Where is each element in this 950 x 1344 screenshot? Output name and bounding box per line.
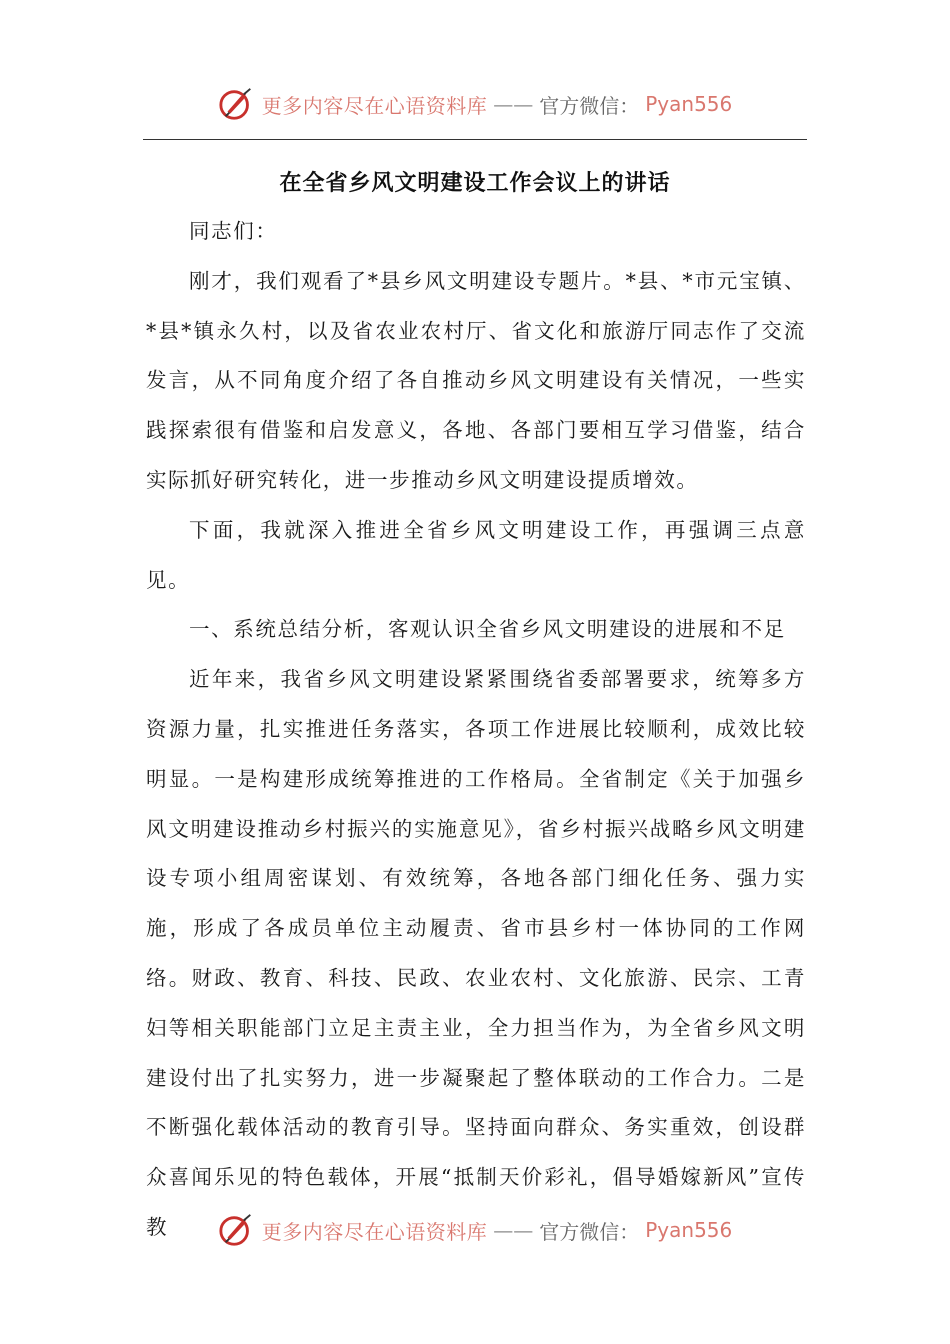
watermark-wechat-id: Pyan556 [645, 92, 733, 116]
watermark-wechat-label: 官方微信： [539, 1219, 640, 1244]
watermark-brand-text: 更多内容尽在心语资料库 [261, 93, 488, 118]
watermark-wechat-id: Pyan556 [645, 1218, 733, 1242]
paragraph-transition: 下面，我就深入推进全省乡风文明建设工作，再强调三点意见。 [146, 517, 806, 592]
watermark-wechat-label: 官方微信： [539, 93, 640, 118]
paragraph-salutation: 同志们： [189, 219, 278, 243]
paragraph-progress: 近年来，我省乡风文明建设紧紧围绕省委部署要求，统筹多方资源力量，扎实推进任务落实，各项工作进展比较顺利，成效比较明显。一是构建形成统筹推进的工作格局。全省制定《关于加强乡风文明建设推动乡村振兴的实施意见》，省乡村振兴战略乡风文明建设专项小组周密谋划、有效统筹，各地各部门细化任务、强力实施，形成了各成员单位主动履责、省市县乡村一体协同的工作网络。财政、教育、科技、民政、农业农村、文化旅游、民宗、工青妇等相关职能部门立足主责主业，全力担当作为，为全省乡风文明建设付出了扎实努力，进一步凝聚起了整体联动的工作合力。二是不断强化载体活动的教育引导。坚持面向群众、务实重效，创设群众喜闻乐见的特色载体，开展“抵制天价彩礼，倡导婚嫁新风”宣传教 [146, 667, 806, 1239]
watermark-dash: —— [493, 1218, 534, 1242]
section-heading-1: 一、系统总结分析，客观认识全省乡风文明建设的进展和不足 [189, 617, 786, 642]
watermark-brand-text: 更多内容尽在心语资料库 [261, 1219, 488, 1244]
header-divider [143, 139, 807, 140]
document-title: 在全省乡风文明建设工作会议上的讲话 [279, 171, 671, 196]
pen-nib-logo-icon [218, 85, 256, 123]
header-watermark [0, 84, 950, 124]
watermark-dash: —— [493, 92, 534, 116]
pen-nib-logo-icon [218, 1211, 256, 1249]
footer-watermark [0, 1210, 950, 1250]
paragraph-intro: 刚才，我们观看了*县乡风文明建设专题片。*县、*市元宝镇、*县*镇永久村，以及省农业农村厅、省文化和旅游厅同志作了交流发言，从不同角度介绍了各自推动乡风文明建设有关情况，一些实践探索很有借鉴和启发意义，各地、各部门要相互学习借鉴，结合实际抓好研究转化，进一步推动乡风文明建设提质增效。 [146, 268, 806, 492]
document-body [146, 207, 806, 1253]
